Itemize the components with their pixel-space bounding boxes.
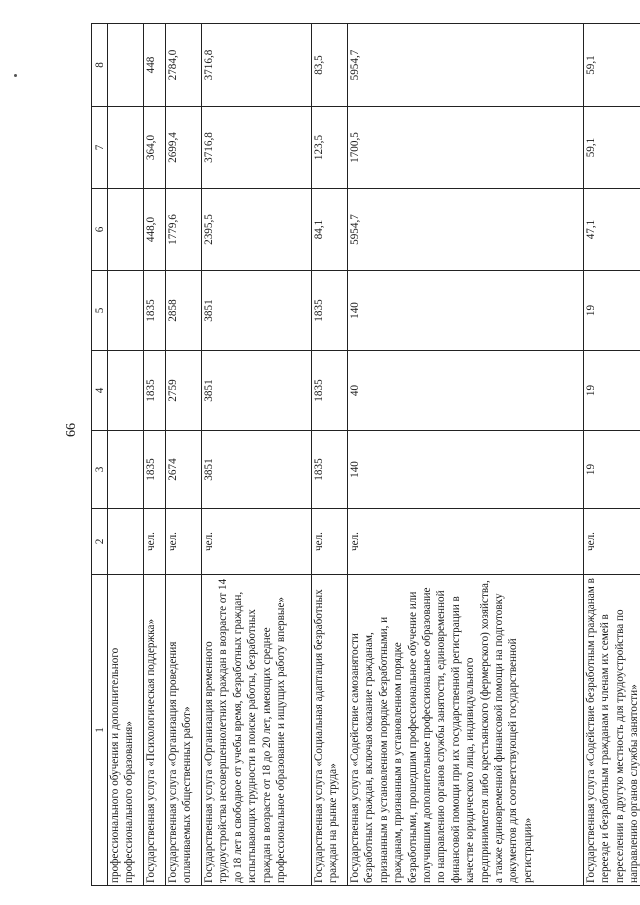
value-cell: 3716,8 [202, 107, 312, 189]
column-header: 1 [92, 575, 108, 886]
unit-cell: чел. [166, 509, 202, 575]
service-name-cell: Государственная услуга «Организация проведения оплачиваемых общественных работ» [166, 575, 202, 886]
value-cell: 1779,6 [166, 189, 202, 271]
column-header: 4 [92, 351, 108, 431]
value-cell: 2784,0 [166, 24, 202, 107]
value-cell [108, 351, 144, 431]
value-cell: 364,0 [144, 107, 166, 189]
value-cell: 448 [144, 24, 166, 107]
column-header: 8 [92, 24, 108, 107]
value-cell: 5954,7 [348, 189, 584, 271]
table-row [584, 24, 640, 886]
value-cell [108, 189, 144, 271]
service-name-cell: Государственная услуга «Организация временного трудоустройства несовершеннолетних граждан в возрасте от 14 до 18 лет в свободное от учебы время, безработных граждан, испытывающих трудности в поиске работы, безработных граждан в возрасте от 18 до 20 лет, имеющих среднее профессиональное образование и ищущих работу впервые» [202, 575, 312, 886]
value-cell: 3851 [202, 351, 312, 431]
column-number-header-row [92, 24, 108, 886]
service-name-cell: Государственная услуга «Социальная адаптация безработных граждан на рынке труда» [312, 575, 348, 886]
value-cell: 2395,5 [202, 189, 312, 271]
unit-cell: чел. [584, 509, 640, 575]
value-cell: 59,1 [584, 24, 640, 107]
value-cell [108, 107, 144, 189]
table-row [144, 24, 166, 886]
table-row [108, 24, 144, 886]
table-row [166, 24, 202, 886]
column-header: 2 [92, 509, 108, 575]
table-row [312, 24, 348, 886]
value-cell: 19 [584, 431, 640, 509]
value-cell: 5954,7 [348, 24, 584, 107]
table-row [348, 24, 584, 886]
column-header: 5 [92, 271, 108, 351]
value-cell: 2699,4 [166, 107, 202, 189]
scan-speck [14, 74, 17, 77]
unit-cell: чел. [348, 509, 584, 575]
column-header: 7 [92, 107, 108, 189]
service-name-cell: профессионального обучения и дополнительного профессионального образования» [108, 575, 144, 886]
budget-services-table [91, 23, 640, 886]
value-cell: 3716,8 [202, 24, 312, 107]
column-header: 3 [92, 431, 108, 509]
unit-cell: чел. [202, 509, 312, 575]
value-cell: 448,0 [144, 189, 166, 271]
table-row [202, 24, 312, 886]
value-cell: 1700,5 [348, 107, 584, 189]
value-cell: 1835 [144, 431, 166, 509]
service-name-cell: Государственная услуга «Содействие безработным гражданам в переезде и безработным гражданам и членам их семей в переселении в другую местность для трудоустройства по направлению органов службы занятости» [584, 575, 640, 886]
value-cell: 2759 [166, 351, 202, 431]
value-cell: 47,1 [584, 189, 640, 271]
unit-cell: чел. [144, 509, 166, 575]
value-cell: 140 [348, 431, 584, 509]
value-cell: 84,1 [312, 189, 348, 271]
unit-cell [108, 509, 144, 575]
unit-cell: чел. [312, 509, 348, 575]
value-cell: 1835 [312, 431, 348, 509]
value-cell: 1835 [312, 351, 348, 431]
value-cell: 1835 [312, 271, 348, 351]
value-cell: 19 [584, 271, 640, 351]
value-cell [108, 271, 144, 351]
value-cell: 123,5 [312, 107, 348, 189]
value-cell: 2858 [166, 271, 202, 351]
value-cell: 1835 [144, 351, 166, 431]
value-cell: 2674 [166, 431, 202, 509]
value-cell: 40 [348, 351, 584, 431]
table-rotated-container [91, 24, 640, 886]
value-cell [108, 24, 144, 107]
value-cell: 1835 [144, 271, 166, 351]
value-cell: 83,5 [312, 24, 348, 107]
page-number: 66 [64, 423, 79, 437]
value-cell: 19 [584, 351, 640, 431]
value-cell: 3851 [202, 431, 312, 509]
service-name-cell: Государственная услуга «Содействие самозанятости безработных граждан, включая оказание гражданам, признанным в установленном порядке безработными, и гражданам, признанным в установленном порядке безработными, прошедшим профессиональное обучение или получившим дополнительное профессиональное образование по направлению органов службы занятости, единовременной финансовой помощи при их государственной регистрации в качестве юридического лица, индивидуального предпринимателя либо крестьянского (фермерского) хозяйства, а также единовременной финансовой помощи на подготовку документов для соответствующей государственной регистрации» [348, 575, 584, 886]
column-header: 6 [92, 189, 108, 271]
service-name-cell: Государственная услуга «Психологическая поддержка» [144, 575, 166, 886]
value-cell: 59,1 [584, 107, 640, 189]
value-cell [108, 431, 144, 509]
value-cell: 140 [348, 271, 584, 351]
value-cell: 3851 [202, 271, 312, 351]
